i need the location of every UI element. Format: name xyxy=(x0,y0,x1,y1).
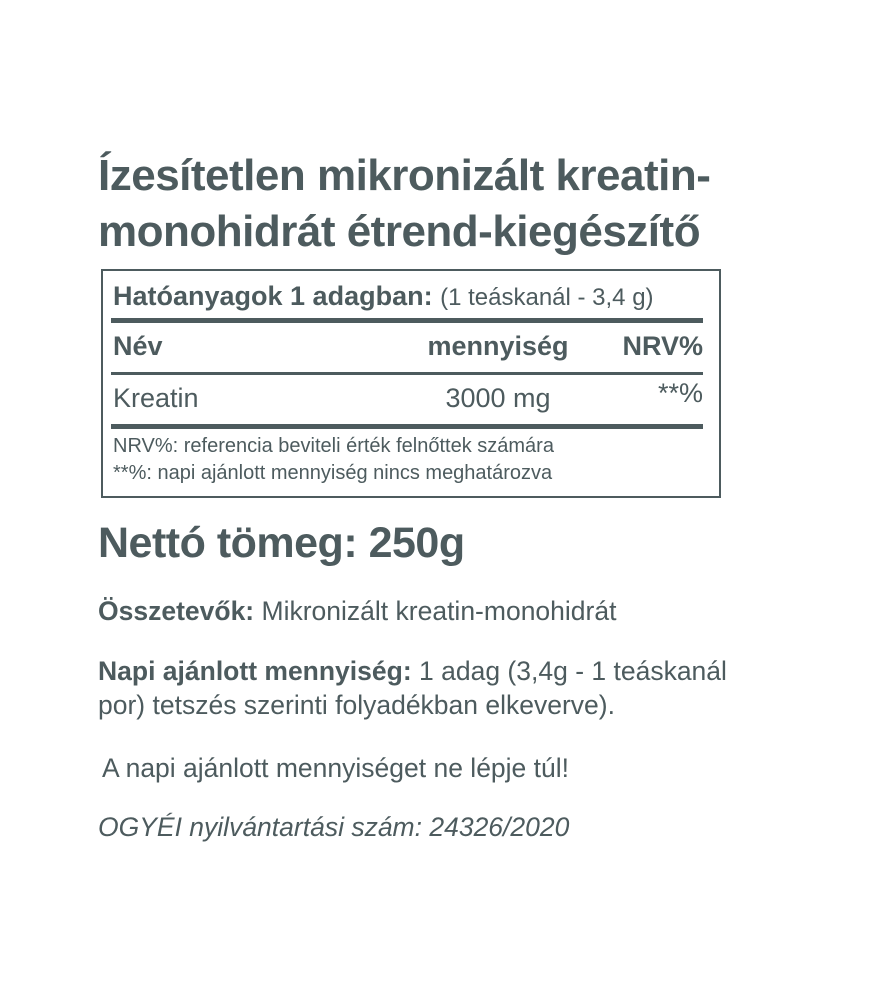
column-name-header: Név xyxy=(113,331,163,361)
facts-heading-note: (1 teáskanál - 3,4 g) xyxy=(440,284,654,311)
ingredient-amount: 3000 mg xyxy=(445,383,551,413)
facts-heading-label: Hatóanyagok 1 adagban: xyxy=(113,281,433,311)
daily-dose-paragraph xyxy=(98,654,738,722)
column-nrv-header: NRV% xyxy=(622,331,703,361)
facts-column-headers xyxy=(103,323,719,372)
ingredients-line xyxy=(98,594,798,628)
facts-heading xyxy=(103,271,719,318)
ingredients-value: Mikronizált kreatin-monohidrát xyxy=(261,596,617,626)
ingredients-label: Összetevők: xyxy=(98,596,255,626)
ingredient-row xyxy=(103,375,719,424)
ingredient-nrv: **% xyxy=(657,378,703,408)
daily-dose-label: Napi ajánlott mennyiség: xyxy=(98,656,412,686)
ingredient-name: Kreatin xyxy=(113,383,199,413)
net-weight-heading: Nettó tömeg: 250g xyxy=(98,519,465,567)
facts-footnote-daily: **%: napi ajánlott mennyiség nincs meghatározva xyxy=(113,462,553,484)
product-title: Ízesítetlen mikronizált kreatin-monohidrát étrend-kiegészítő xyxy=(98,151,711,256)
label-page xyxy=(98,148,798,844)
facts-footnote-nrv: NRV%: referencia beviteli érték felnőttek számára xyxy=(113,435,554,457)
column-amount-header: mennyiség xyxy=(427,331,569,361)
daily-dose-value: 1 adag (3,4g - 1 teáskanál por) tetszés szerinti folyadékban elkeverve). xyxy=(98,656,727,720)
registration-number: OGYÉI nyilvántartási szám: 24326/2020 xyxy=(98,812,570,842)
warning-text: A napi ajánlott mennyiséget ne lépje túl! xyxy=(102,753,570,783)
facts-footnotes xyxy=(103,429,719,496)
supplement-facts-table xyxy=(101,269,721,498)
